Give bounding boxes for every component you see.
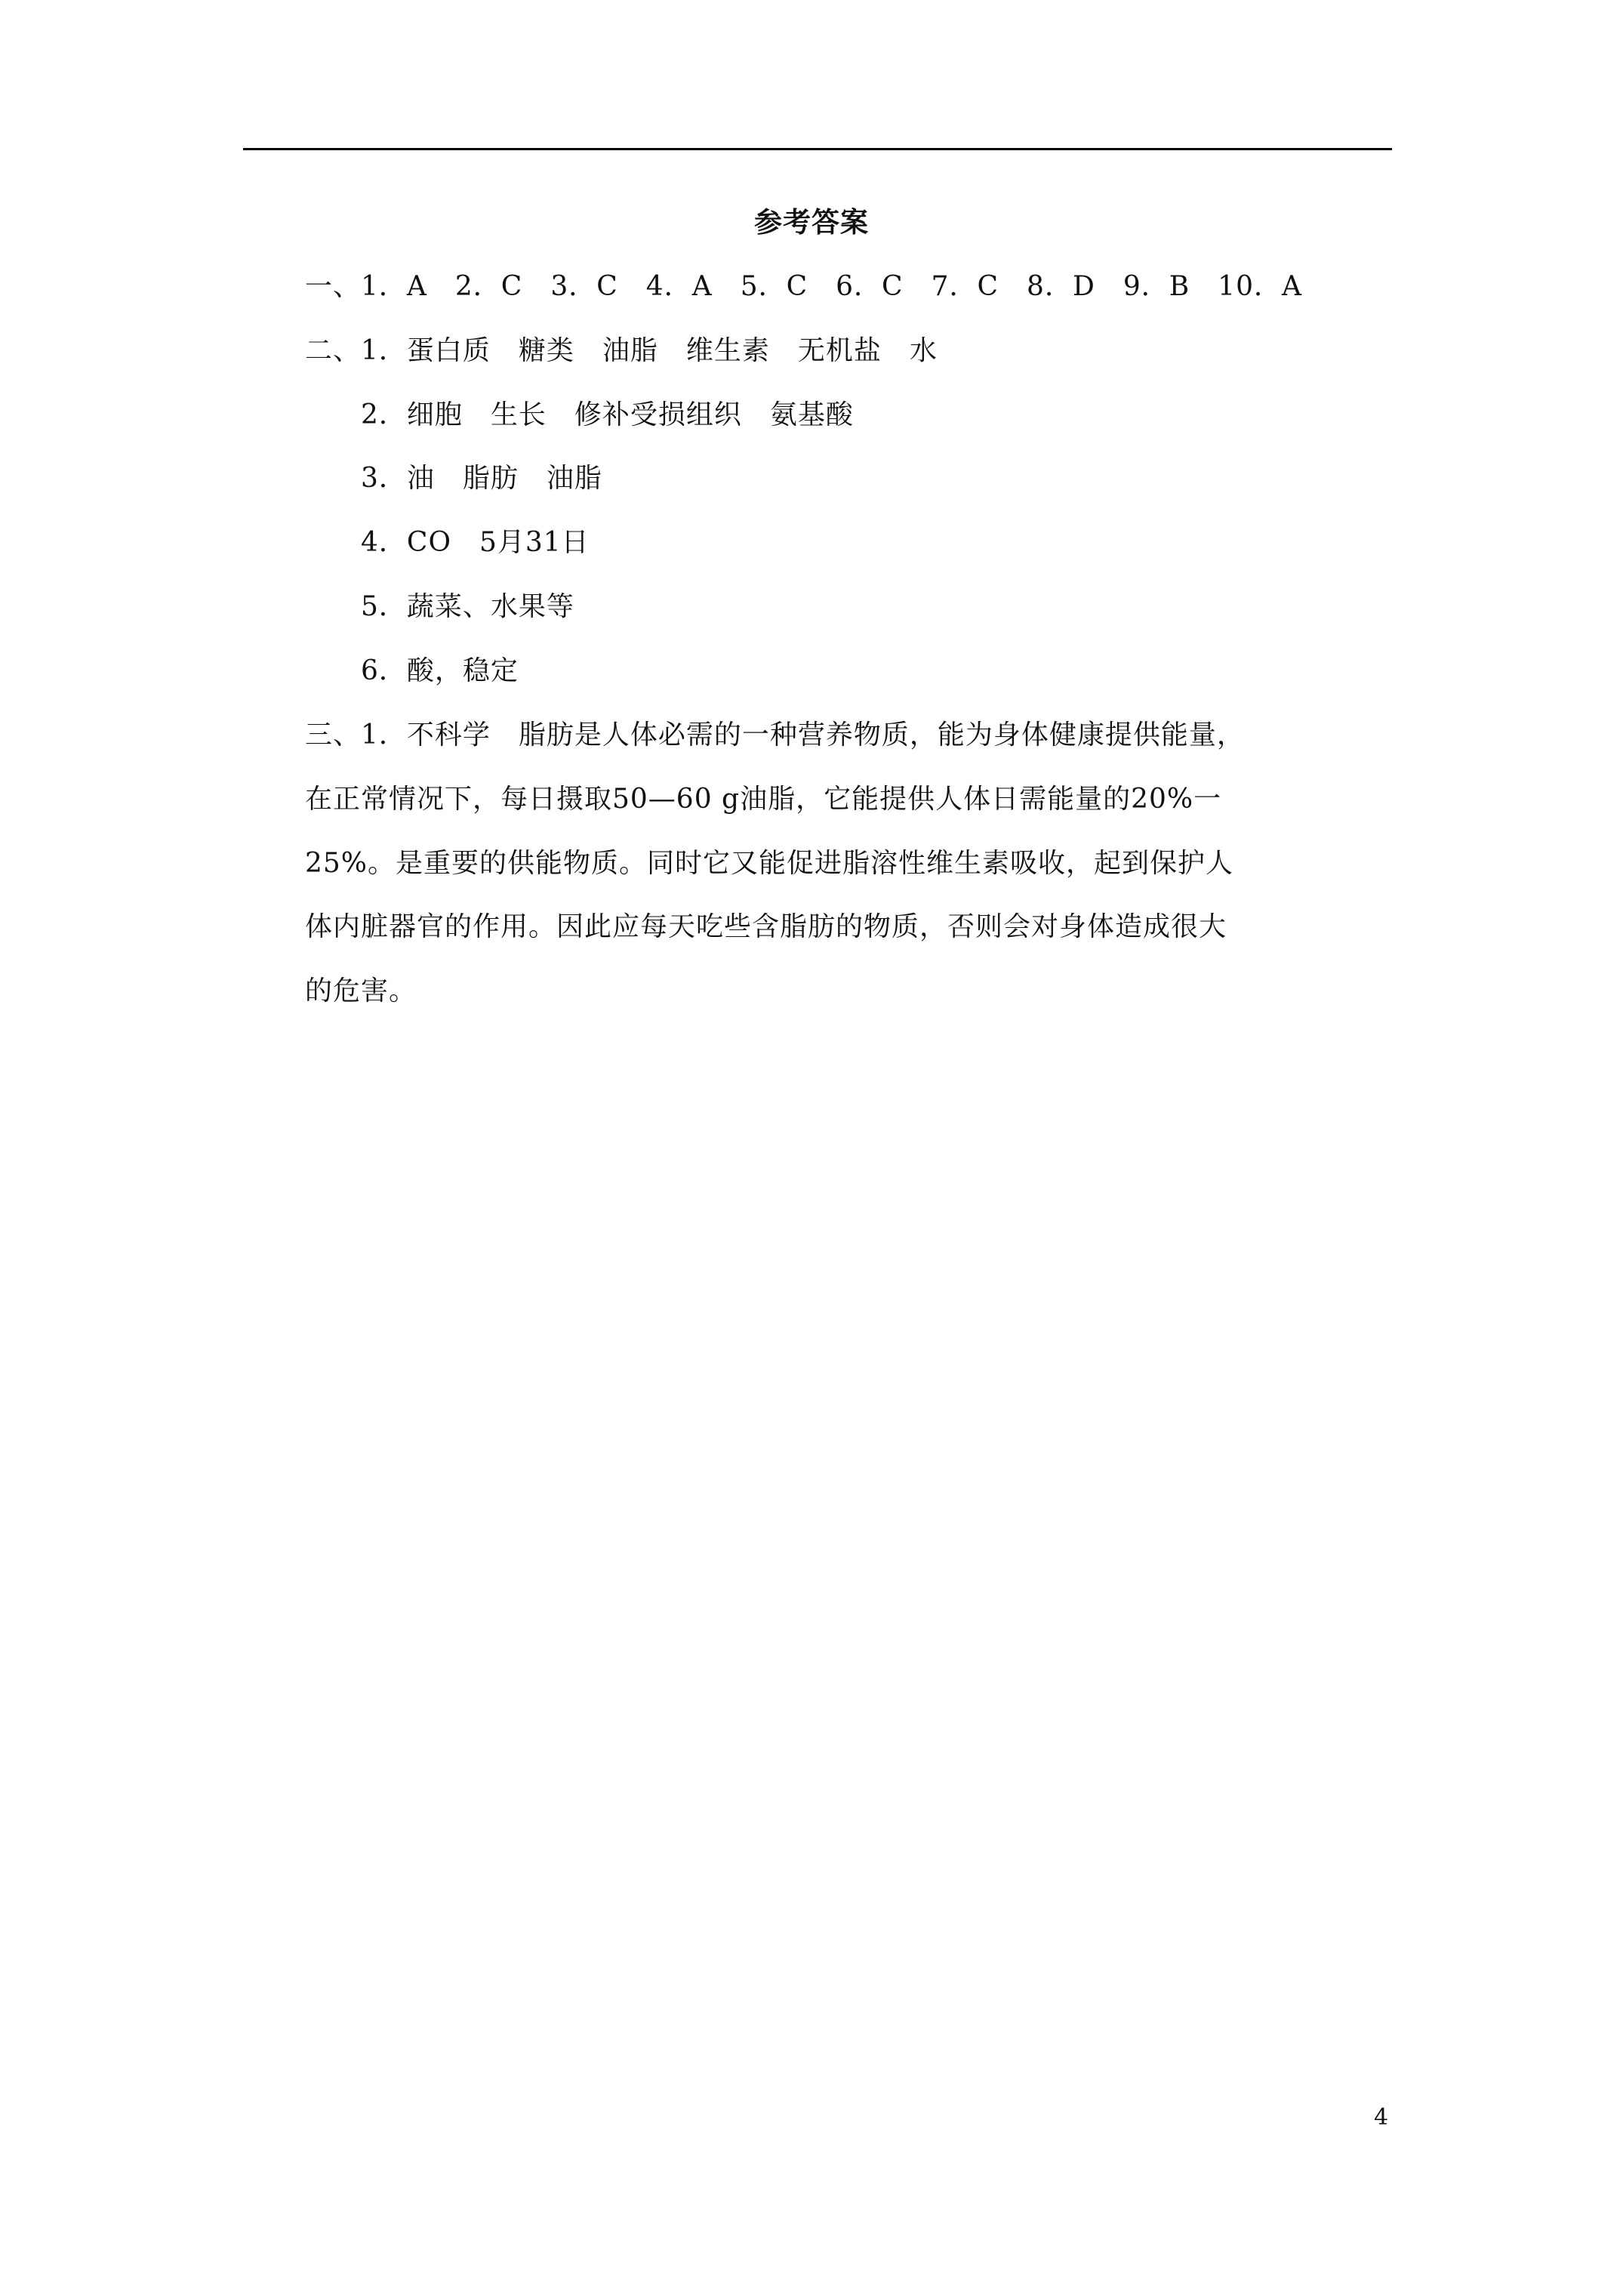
answer-line-section-2-item-1: 二、1．蛋白质 糖类 油脂 维生素 无机盐 水: [305, 335, 938, 366]
answer-line-section-2-item-3: 3．油 脂肪 油脂: [361, 463, 602, 494]
answer-line-section-2-item-2: 2．细胞 生长 修补受损组织 氨基酸: [361, 399, 854, 430]
answer-line-section-3-line-4: 体内脏器官的作用。因此应每天吃些含脂肪的物质，否则会对身体造成很大: [305, 911, 1227, 942]
answer-line-section-3-line-3: 25%。是重要的供能物质。同时它又能促进脂溶性维生素吸收，起到保护人: [305, 848, 1234, 879]
page-number: 4: [1374, 2104, 1389, 2131]
header-rule: [243, 148, 1392, 150]
answer-line-section-1: 一、1．A 2．C 3．C 4．A 5．C 6．C 7．C 8．D 9．B 10．A: [305, 271, 1302, 302]
answer-line-section-2-item-5: 5．蔬菜、水果等: [361, 591, 574, 622]
page-title: 参考答案: [754, 205, 869, 239]
answer-line-section-3-line-2: 在正常情况下，每日摄取50—60 g油脂，它能提供人体日需能量的20%一: [305, 784, 1222, 815]
answer-line-section-2-item-6: 6．酸，稳定: [361, 655, 519, 686]
answer-line-section-3-line-5: 的危害。: [305, 975, 417, 1006]
answer-line-section-2-item-4: 4．CO 5月31日: [361, 527, 590, 558]
answer-line-section-3-line-1: 三、1．不科学 脂肪是人体必需的一种营养物质，能为身体健康提供能量，: [305, 720, 1245, 750]
